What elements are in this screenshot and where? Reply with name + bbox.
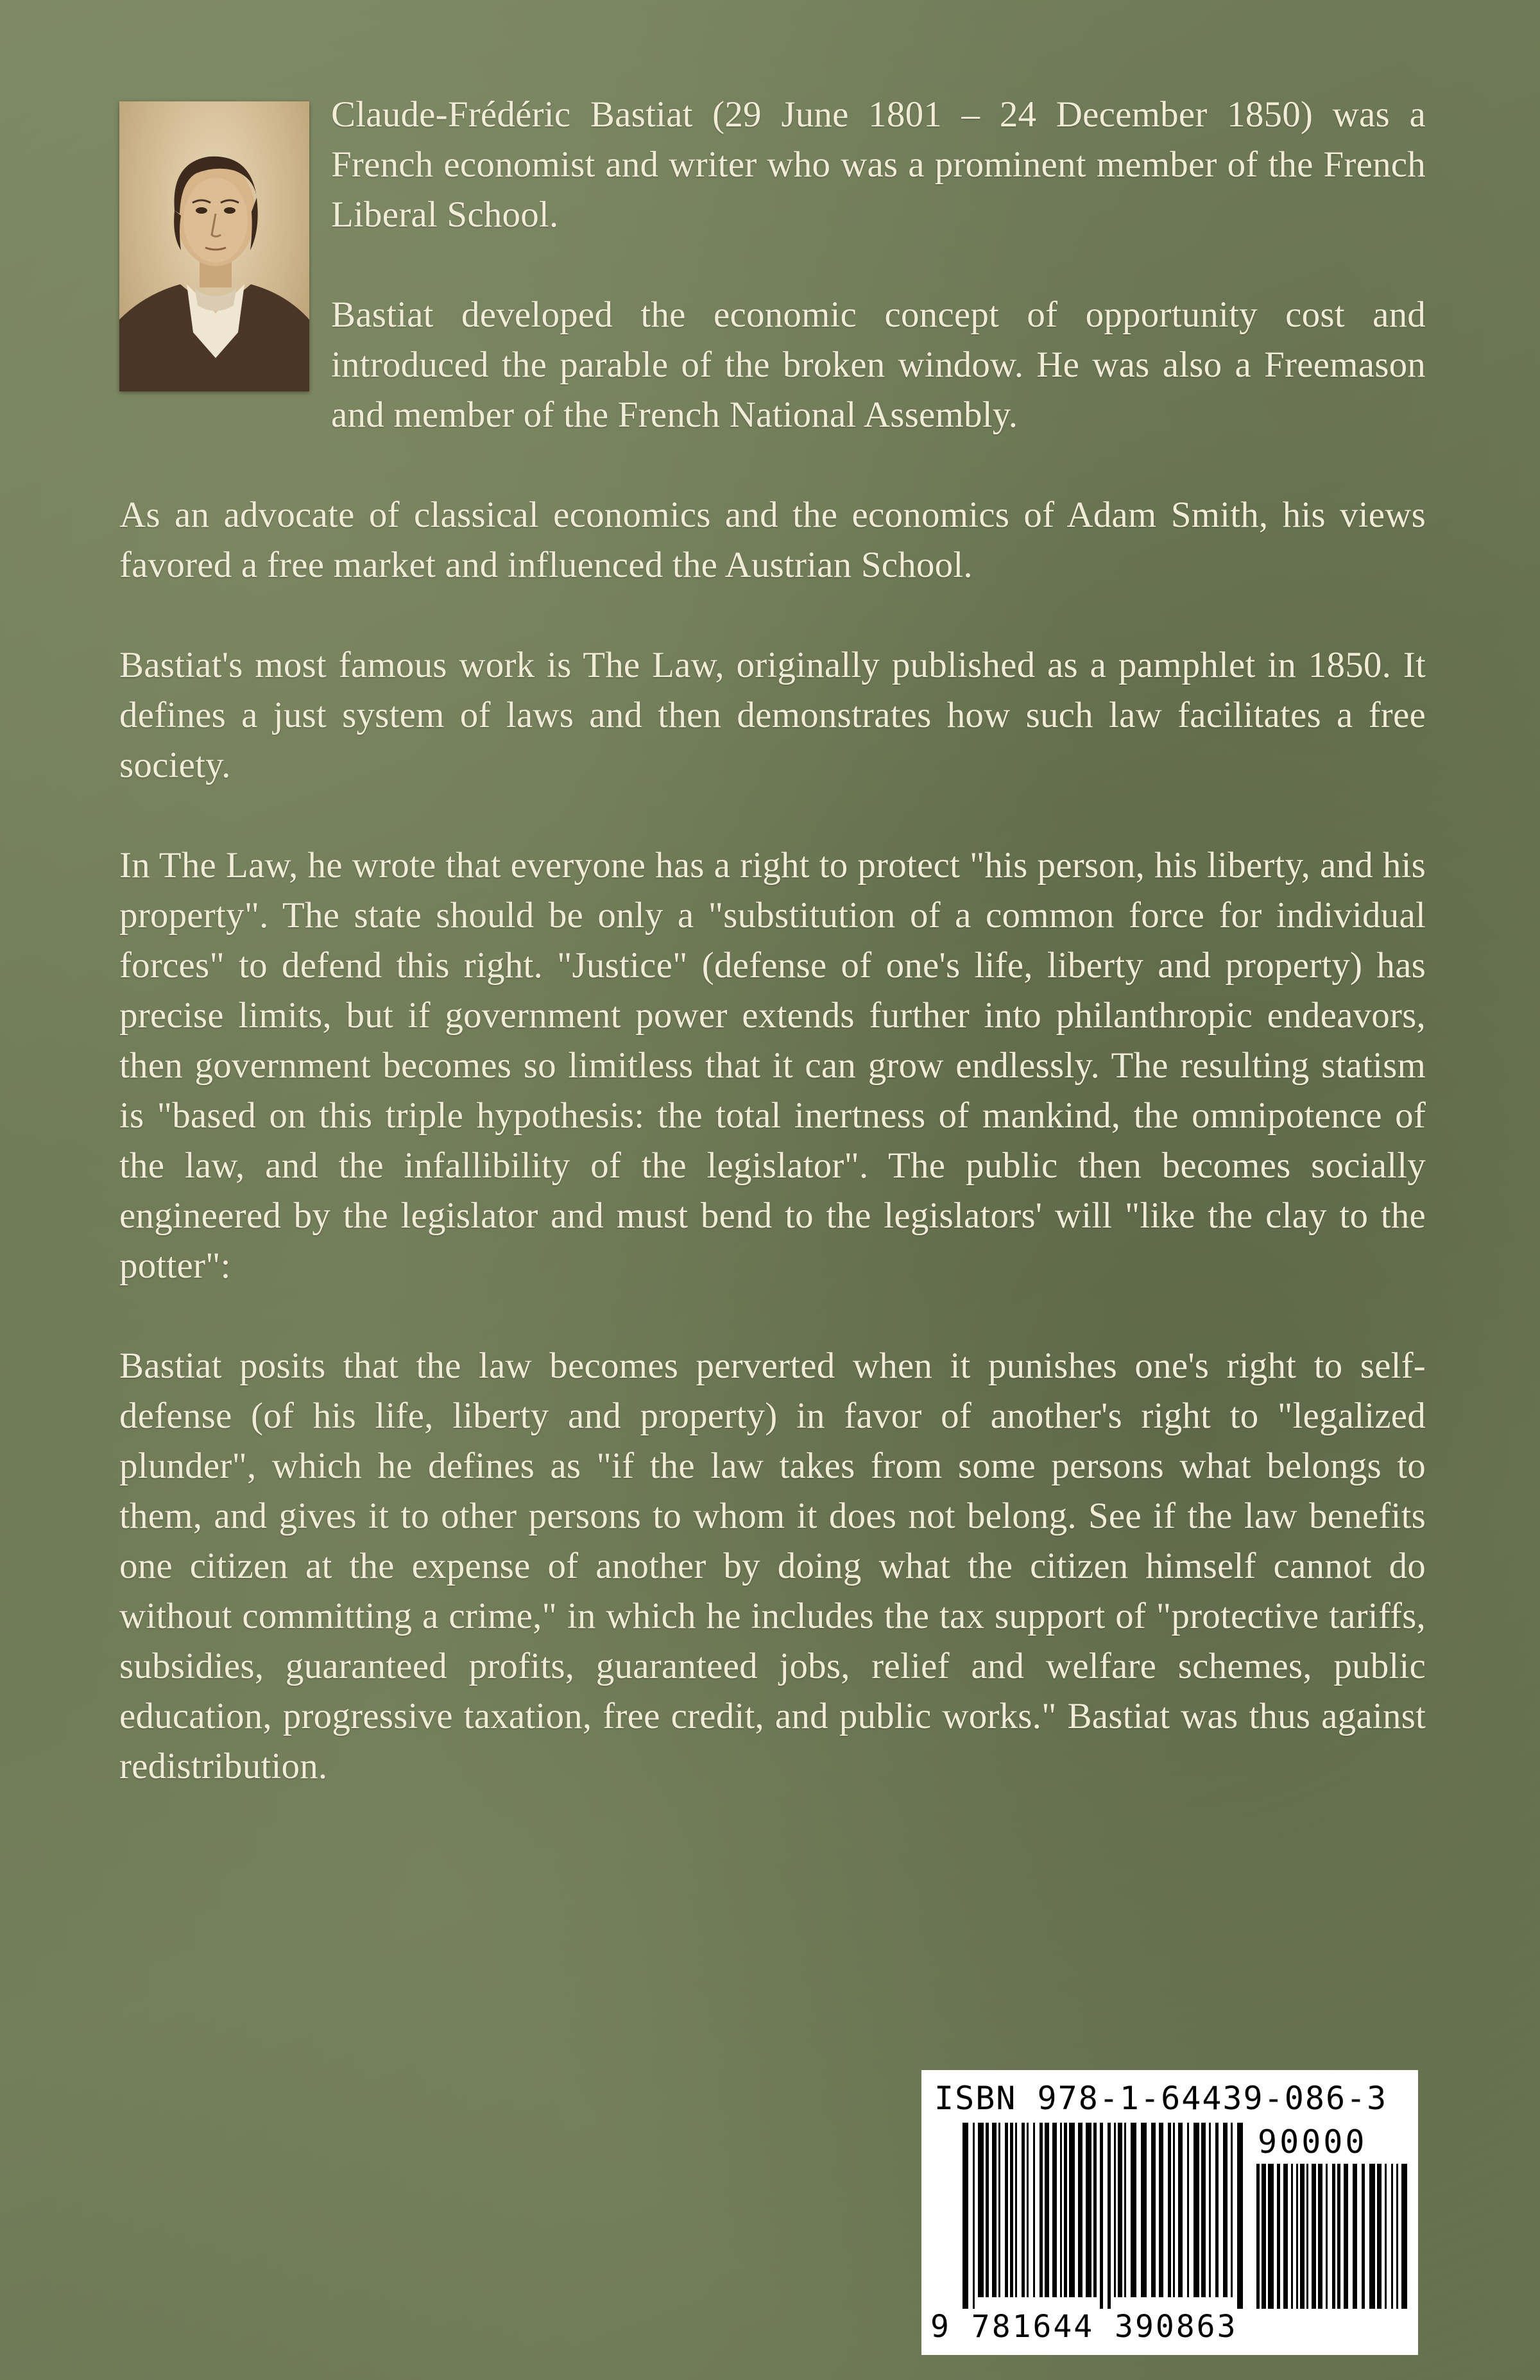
- barcode-bar: [1237, 2123, 1243, 2309]
- barcode-bar: [1100, 2123, 1103, 2309]
- isbn-barcode: [921, 2070, 1418, 2355]
- barcode-bar: [1391, 2164, 1393, 2309]
- barcode-bar: [1262, 2164, 1266, 2309]
- paragraph-intro: Claude-Frédéric Bastiat (29 June 1801 – 24 December 1850) was a French economist and writer who was a prominent member of the French Liberal School.: [331, 94, 1426, 235]
- blurb-text: [119, 90, 1426, 1842]
- barcode-bars: [963, 2123, 1245, 2309]
- barcode-bar: [1353, 2164, 1357, 2309]
- isbn-label: ISBN 978-1-64439-086-3: [934, 2080, 1388, 2117]
- barcode-bar: [1151, 2123, 1156, 2297]
- barcode-bar: [1124, 2123, 1126, 2297]
- barcode-bar: [1078, 2123, 1082, 2297]
- barcode-bar: [1223, 2123, 1228, 2297]
- barcode-bar: [1040, 2123, 1043, 2297]
- barcode-bar: [1385, 2164, 1387, 2309]
- barcode-bar: [1052, 2123, 1057, 2297]
- barcode-bar: [1033, 2123, 1035, 2297]
- barcode-bar: [1300, 2164, 1305, 2309]
- barcode-bar: [973, 2123, 975, 2309]
- barcode-bar: [1114, 2123, 1116, 2297]
- barcode-bar: [1168, 2123, 1171, 2297]
- price-code: 90000: [1258, 2123, 1367, 2161]
- author-portrait-drawing: [119, 101, 309, 391]
- barcode-bar: [1178, 2123, 1183, 2297]
- barcode-bar: [1118, 2123, 1122, 2297]
- barcode-bar: [986, 2123, 989, 2297]
- author-portrait: [119, 101, 309, 391]
- barcode-bar: [1306, 2164, 1308, 2309]
- barcode-bar: [1337, 2164, 1340, 2309]
- barcode-bar: [1064, 2123, 1067, 2297]
- barcode-bar: [1141, 2123, 1147, 2297]
- barcode-bar: [1296, 2164, 1298, 2309]
- barcode-bar: [1187, 2123, 1189, 2297]
- barcode-bar: [1256, 2164, 1260, 2309]
- barcode-bar: [1283, 2164, 1288, 2309]
- barcode-bar: [998, 2123, 1000, 2297]
- barcode-bar: [1201, 2123, 1206, 2297]
- barcode-bar: [1173, 2123, 1175, 2297]
- barcode-bar: [992, 2123, 997, 2297]
- paragraph-concepts: Bastiat developed the economic concept of opportunity cost and introduced the parable of the broken window. He was also a Freemason and member of the French National Assembly.: [331, 295, 1426, 435]
- barcode-bar: [1369, 2164, 1375, 2309]
- barcode-bar: [978, 2123, 984, 2297]
- barcode-bar: [1231, 2123, 1233, 2297]
- barcode-bar: [1069, 2123, 1075, 2297]
- barcode-bar: [1326, 2164, 1328, 2309]
- barcode-bar: [1108, 2123, 1111, 2309]
- barcode-bar: [1045, 2123, 1049, 2297]
- barcode-digits: 9 781644 390863: [930, 2309, 1238, 2345]
- barcode-bar: [1086, 2123, 1091, 2297]
- barcode-bar: [1093, 2123, 1097, 2297]
- barcode-bar: [1332, 2164, 1335, 2309]
- paragraph-perverted-law: Bastiat posits that the law becomes perverted when it punishes one's right to self-defense (of his life, liberty and property) in favor of another's right to "legalized plunder", which he defines as "if the law takes from some persons what belongs to them, and gives it to other persons to whom it does not belong. See if the law benefits one citizen at the expense of another by doing what the citizen himself cannot do without committing a crime," in which he includes the tax support of "protective tariffs, subsidies, guaranteed profits, guaranteed jobs, relief and welfare schemes, public education, progressive taxation, free credit, and public works." Bastiat was thus against redistribution.: [119, 1346, 1426, 1786]
- barcode-bar: [1318, 2164, 1322, 2309]
- barcode-bar: [1377, 2164, 1382, 2309]
- barcode-bar: [963, 2123, 968, 2309]
- addon-barcode-bars: [1256, 2164, 1408, 2309]
- barcode-bar: [1194, 2123, 1199, 2297]
- barcode-bar: [1401, 2164, 1407, 2309]
- barcode-bar: [1060, 2123, 1062, 2297]
- barcode-bar: [1268, 2164, 1274, 2309]
- barcode-bar: [1159, 2123, 1163, 2297]
- barcode-bar: [1131, 2123, 1136, 2297]
- barcode-bar: [1209, 2123, 1211, 2297]
- barcode-bar: [1027, 2123, 1029, 2297]
- barcode-bar: [1362, 2164, 1365, 2309]
- barcode-bar: [1312, 2164, 1316, 2309]
- barcode-bar: [1010, 2123, 1013, 2297]
- barcode-bar: [1005, 2123, 1008, 2297]
- barcode-bar: [1022, 2123, 1025, 2297]
- barcode-bar: [1344, 2164, 1348, 2309]
- paragraph-famous-work: Bastiat's most famous work is The Law, originally published as a pamphlet in 1850. It defines a just system of laws and then demonstrates how such law facilitates a free society.: [119, 645, 1426, 785]
- paragraph-advocacy: As an advocate of classical economics and the economics of Adam Smith, his views favored a free market and influenced the Austrian School.: [119, 495, 1426, 585]
- paragraph-the-law: In The Law, he wrote that everyone has a right to protect "his person, his liberty, and his property". The state should be only a "substitution of a common force for individual forces" to defend this right. "Justice" (defense of one's life, liberty and property) has precise limits, but if government power extends further into philanthropic endeavors, then government becomes so limitless that it can grow endlessly. The resulting statism is "based on this triple hypothesis: the total inertness of mankind, the omnipotence of the law, and the infallibility of the legislator". The public then becomes socially engineered by the legislator and must bend to the legislators' will "like the clay to the potter":: [119, 845, 1426, 1286]
- barcode-bar: [1015, 2123, 1017, 2297]
- barcode-bar: [1396, 2164, 1398, 2309]
- barcode-bar: [1215, 2123, 1219, 2297]
- barcode-bar: [1277, 2164, 1280, 2309]
- barcode-bar: [1291, 2164, 1293, 2309]
